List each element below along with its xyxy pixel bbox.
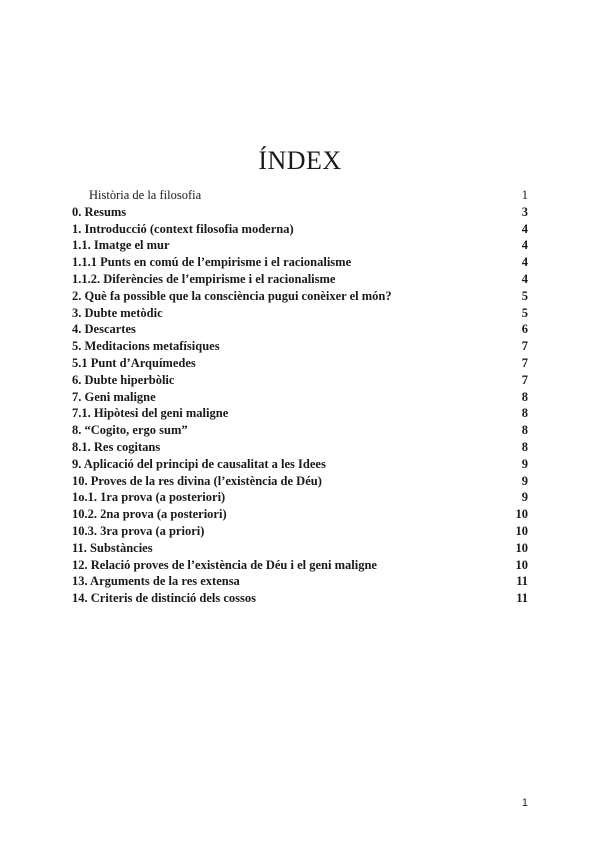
toc-entry-page: 11: [516, 591, 528, 606]
toc-entry-page: 4: [521, 255, 528, 270]
toc-entry-title: 5.1 Punt d’Arquímedes: [72, 355, 196, 370]
toc-entry-page: 6: [521, 322, 528, 337]
toc-entry[interactable]: [72, 372, 528, 389]
toc-entry[interactable]: [72, 204, 528, 221]
toc-entry-title: 13. Arguments de la res extensa: [72, 574, 240, 589]
toc-entry[interactable]: [72, 422, 528, 439]
toc-entry[interactable]: [72, 338, 528, 355]
toc-entry[interactable]: [72, 355, 528, 372]
toc-entry[interactable]: [72, 573, 528, 590]
toc-entry-page: 11: [516, 574, 528, 589]
toc-entry[interactable]: [72, 557, 528, 574]
toc-entry-page: 5: [521, 305, 528, 320]
toc-entry-page: 9: [521, 490, 528, 505]
toc-entry-title: 10.3. 3ra prova (a priori): [72, 523, 205, 538]
toc-entry-page: 10: [515, 557, 528, 572]
toc-entry[interactable]: [72, 187, 528, 204]
toc-entry[interactable]: [72, 489, 528, 506]
toc-entry-page: 8: [521, 439, 528, 454]
table-of-contents: [72, 187, 528, 607]
toc-entry-page: 8: [521, 423, 528, 438]
toc-entry-title: 6. Dubte hiperbòlic: [72, 372, 175, 387]
page-title: ÍNDEX: [258, 146, 342, 175]
toc-entry-title: 11. Substàncies: [72, 540, 153, 555]
toc-entry-title: Història de la filosofia: [89, 188, 202, 202]
toc-entry-title: 7. Geni maligne: [72, 389, 156, 404]
toc-entry-title: 1. Introducció (context filosofia moderna): [72, 221, 294, 236]
toc-entry[interactable]: [72, 590, 528, 607]
toc-entry-title: 1.1. Imatge el mur: [72, 238, 170, 253]
toc-entry-page: 8: [521, 389, 528, 404]
toc-entry[interactable]: [72, 439, 528, 456]
toc-entry[interactable]: [72, 456, 528, 473]
toc-entry-page: 10: [515, 507, 528, 522]
toc-entry-page: 7: [521, 372, 528, 387]
toc-entry[interactable]: [72, 271, 528, 288]
toc-entry-title: 10. Proves de la res divina (l’existència de Déu): [72, 473, 322, 488]
toc-entry[interactable]: [72, 288, 528, 305]
toc-entry-page: 4: [521, 271, 528, 286]
toc-entry-title: 0. Resums: [72, 204, 127, 219]
toc-entry-title: 14. Criteris de distinció dels cossos: [72, 591, 257, 606]
toc-entry-page: 7: [521, 355, 528, 370]
toc-entry-title: 5. Meditacions metafísiques: [72, 339, 220, 354]
toc-entry-page: 10: [515, 523, 528, 538]
toc-entry-title: 4. Descartes: [72, 322, 136, 337]
toc-entry-page: 7: [521, 339, 528, 354]
toc-entry[interactable]: [72, 254, 528, 271]
toc-entry[interactable]: [72, 506, 528, 523]
toc-entry-page: 4: [521, 221, 528, 236]
toc-entry[interactable]: [72, 221, 528, 238]
toc-entry-title: 12. Relació proves de l’existència de Déu i el geni maligne: [72, 557, 377, 572]
toc-entry-title: 7.1. Hipòtesi del geni maligne: [72, 406, 229, 421]
toc-entry-page: 1: [521, 188, 528, 202]
toc-entry-title: 1.1.2. Diferències de l’empirisme i el racionalisme: [72, 271, 336, 286]
toc-entry[interactable]: [72, 321, 528, 338]
toc-entry[interactable]: [72, 237, 528, 254]
toc-entry-title: 3. Dubte metòdic: [72, 305, 163, 320]
toc-entry[interactable]: [72, 405, 528, 422]
toc-entry-page: 3: [521, 204, 528, 219]
toc-entry[interactable]: [72, 540, 528, 557]
toc-entry-title: 1o.1. 1ra prova (a posteriori): [72, 490, 226, 505]
toc-entry-title: 1.1.1 Punts en comú de l’empirisme i el racionalisme: [72, 255, 352, 270]
toc-entry-title: 10.2. 2na prova (a posteriori): [72, 507, 227, 522]
toc-entry-title: 2. Què fa possible que la consciència pugui conèixer el món?: [72, 288, 392, 303]
toc-entry-page: 5: [521, 288, 528, 303]
toc-entry-title: 8.1. Res cogitans: [72, 439, 161, 454]
page-number: 1: [521, 797, 528, 809]
toc-entry-title: 9. Aplicació del principi de causalitat a les Idees: [72, 456, 326, 471]
toc-entry-page: 9: [521, 473, 528, 488]
toc-entry-page: 9: [521, 456, 528, 471]
toc-entry[interactable]: [72, 305, 528, 322]
toc-entry-page: 4: [521, 238, 528, 253]
toc-entry[interactable]: [72, 473, 528, 490]
toc-entry-page: 10: [515, 540, 528, 555]
toc-entry-page: 8: [521, 406, 528, 421]
toc-entry-title: 8. “Cogito, ergo sum”: [72, 423, 188, 438]
toc-entry[interactable]: [72, 389, 528, 406]
toc-entry[interactable]: [72, 523, 528, 540]
